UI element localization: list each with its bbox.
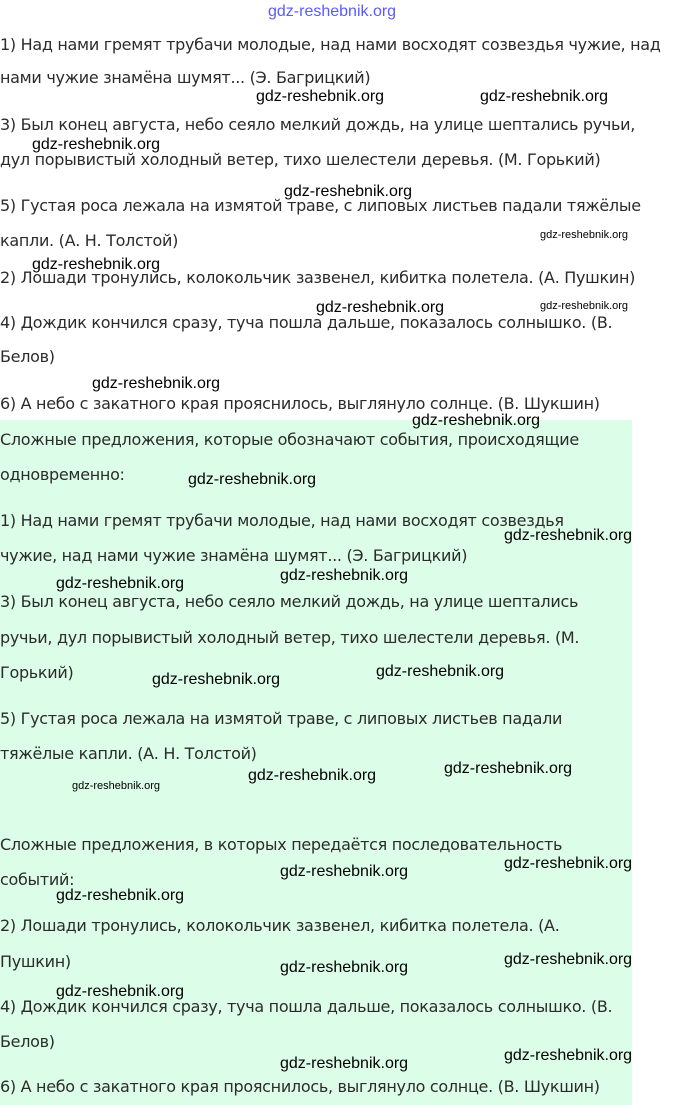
section-heading: одновременно: xyxy=(0,465,125,484)
text-line: капли. (А. Н. Толстой) xyxy=(0,231,179,250)
text-line: 5) Густая роса лежала на измятой траве, с липовых листьев падали тяжёлые xyxy=(0,196,641,215)
watermark: gdz-reshebnik.org xyxy=(188,471,317,488)
text-line: 1) Над нами гремят трубачи молодые, над нами восходят созвездья xyxy=(0,511,564,530)
text-line: 5) Густая роса лежала на измятой траве, с липовых листьев падали xyxy=(0,709,563,728)
section-heading: событий: xyxy=(0,870,75,889)
text-line: 2) Лошади тронулись, колокольчик зазвенел, кибитка полетела. (А. Пушкин) xyxy=(0,268,636,287)
text-line: Белов) xyxy=(0,1032,55,1051)
watermark: gdz-reshebnik.org xyxy=(72,780,161,792)
watermark: gdz-reshebnik.org xyxy=(540,229,629,241)
watermark: gdz-reshebnik.org xyxy=(280,567,409,584)
text-line: чужие, над нами чужие знамёна шумят... (Э. Багрицкий) xyxy=(0,546,468,565)
text-line: 3) Был конец августа, небо сеяло мелкий дождь, на улице шептались xyxy=(0,592,579,611)
watermark: gdz-reshebnik.org xyxy=(540,300,629,312)
text-line: ручьи, дул порывистый холодный ветер, тихо шелестели деревья. (М. xyxy=(0,628,580,647)
text-line: 4) Дождик кончился сразу, туча пошла дальше, показалось солнышко. (В. xyxy=(0,313,613,332)
watermark: gdz-reshebnik.org xyxy=(376,663,505,680)
watermark: gdz-reshebnik.org xyxy=(284,183,413,200)
watermark: gdz-reshebnik.org xyxy=(504,951,633,968)
watermark: gdz-reshebnik.org xyxy=(32,136,161,153)
watermark: gdz-reshebnik.org xyxy=(280,863,409,880)
text-line: 6) А небо с закатного края прояснилось, выглянуло солнце. (В. Шукшин) xyxy=(0,394,600,413)
text-line: 6) А небо с закатного края прояснилось, выглянуло солнце. (В. Шукшин) xyxy=(0,1077,600,1096)
text-line: Горький) xyxy=(0,663,74,682)
watermark: gdz-reshebnik.org xyxy=(268,3,397,20)
watermark: gdz-reshebnik.org xyxy=(32,256,161,273)
watermark: gdz-reshebnik.org xyxy=(56,983,185,1000)
watermark: gdz-reshebnik.org xyxy=(256,88,385,105)
watermark: gdz-reshebnik.org xyxy=(504,855,633,872)
watermark: gdz-reshebnik.org xyxy=(504,527,633,544)
section-heading: Сложные предложения, которые обозначают события, происходящие xyxy=(0,430,579,449)
text-line: 1) Над нами гремят трубачи молодые, над нами восходят созвездья чужие, над xyxy=(0,35,661,54)
text-line: дул порывистый холодный ветер, тихо шелестели деревья. (М. Горький) xyxy=(0,150,601,169)
watermark: gdz-reshebnik.org xyxy=(56,887,185,904)
watermark: gdz-reshebnik.org xyxy=(248,767,377,784)
watermark: gdz-reshebnik.org xyxy=(504,1047,633,1064)
text-line: Пушкин) xyxy=(0,952,71,971)
watermark: gdz-reshebnik.org xyxy=(316,299,445,316)
watermark: gdz-reshebnik.org xyxy=(480,88,609,105)
text-line: нами чужие знамёна шумят... (Э. Багрицкий) xyxy=(0,68,371,87)
text-line: 3) Был конец августа, небо сеяло мелкий дождь, на улице шептались ручьи, xyxy=(0,115,636,134)
text-line: 2) Лошади тронулись, колокольчик зазвенел, кибитка полетела. (А. xyxy=(0,916,560,935)
section-heading: Сложные предложения, в которых передаётся последовательность xyxy=(0,835,563,854)
watermark: gdz-reshebnik.org xyxy=(444,760,573,777)
text-line: 4) Дождик кончился сразу, туча пошла дальше, показалось солнышко. (В. xyxy=(0,997,613,1016)
text-line: Белов) xyxy=(0,347,55,366)
watermark: gdz-reshebnik.org xyxy=(280,959,409,976)
watermark: gdz-reshebnik.org xyxy=(152,671,281,688)
text-line: тяжёлые капли. (А. Н. Толстой) xyxy=(0,744,257,763)
watermark: gdz-reshebnik.org xyxy=(56,575,185,592)
watermark: gdz-reshebnik.org xyxy=(280,1055,409,1072)
watermark: gdz-reshebnik.org xyxy=(92,375,221,392)
watermark: gdz-reshebnik.org xyxy=(412,412,541,429)
